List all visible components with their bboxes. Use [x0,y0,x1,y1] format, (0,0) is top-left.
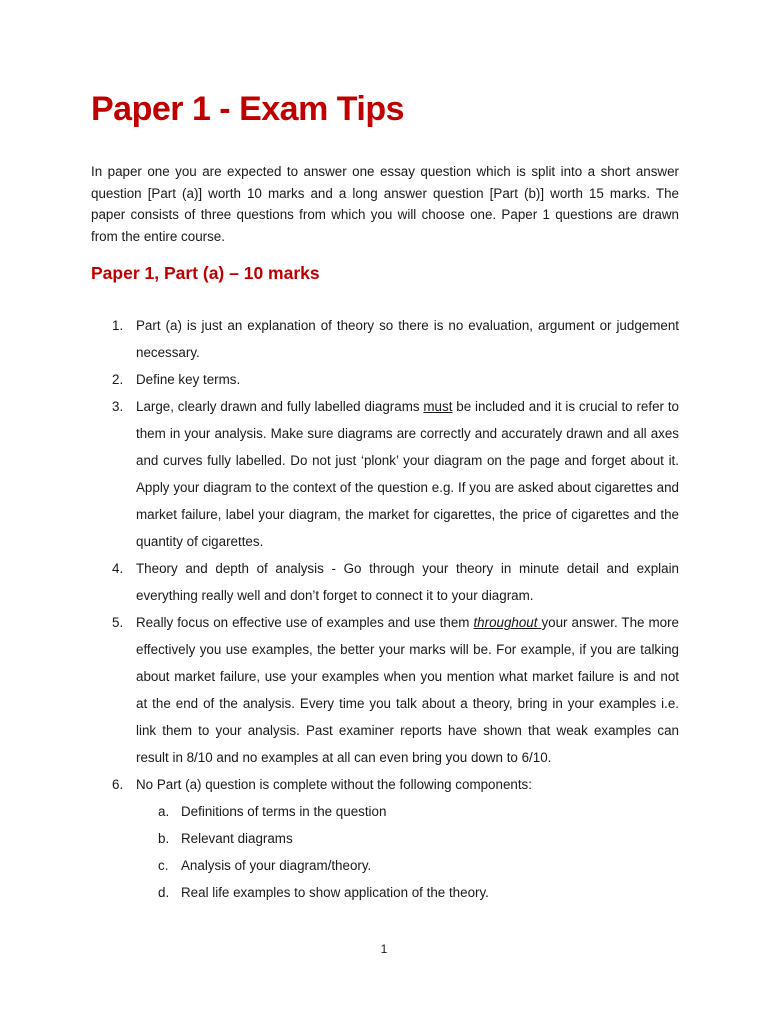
intro-paragraph: In paper one you are expected to answer one essay question which is split into a short answer question [Part (a)] worth 10 marks and a long answer question [Part (b)] worth 15 marks. The paper consists of three questions from which you will choose one. Paper 1 questions are drawn from the entire course. [91,164,679,244]
tip-number: 6. [112,777,124,792]
page-number: 1 [380,942,388,956]
tip-text: Theory and depth of analysis - Go through your theory in minute detail and explain everything really well and don’t forget to connect it to your diagram. [136,561,679,603]
component-item [136,798,679,825]
component-letter: c. [158,858,169,873]
emphasis-must: must [423,399,453,414]
tip-item [91,393,679,555]
tip-number: 3. [112,399,124,414]
tip-number: 4. [112,561,124,576]
tip-text-after: your answer. The more effectively you use examples, the better your marks will be. For example, if you are talking about market failure, use your examples when you mention what market failure is and not at the end of the analysis. Every time you talk about a theory, bring in your examples i.e. link them to your analysis. Past examiner reports have shown that weak examples can result in 8/10 and no examples at all can even bring you down to 6/10. [136,615,679,765]
tip-text: Part (a) is just an explanation of theory so there is no evaluation, argument or judgement necessary. [136,318,679,360]
component-text: Definitions of terms in the question [181,804,387,819]
tip-text: No Part (a) question is complete without the following components: [136,777,532,792]
tip-item [91,771,679,906]
component-text: Relevant diagrams [181,831,293,846]
tip-number: 2. [112,372,124,387]
tips-list [91,312,679,906]
section-heading: Paper 1, Part (a) – 10 marks [91,263,320,283]
tip-number: 1. [112,318,124,333]
tip-text-after: be included and it is crucial to refer to them in your analysis. Make sure diagrams are correctly and accurately drawn and all axes and curves fully labelled. Do not just ‘plonk’ your diagram on the page and forget about it. Apply your diagram to the context of the question e.g. If you are asked about cigarettes and market failure, label your diagram, the market for cigarettes, the price of cigarettes and the quantity of cigarettes. [136,399,679,549]
tip-item [91,312,679,366]
component-text: Real life examples to show application of the theory. [181,885,489,900]
component-letter: a. [158,804,170,819]
component-letter: d. [158,885,170,900]
page-title: Paper 1 - Exam Tips [91,90,405,128]
components-list [136,798,679,906]
tip-item [91,555,679,609]
component-item [136,852,679,879]
component-item [136,879,679,906]
component-letter: b. [158,831,170,846]
emphasis-throughout: throughout [473,615,542,630]
tip-text-before: Large, clearly drawn and fully labelled diagrams [136,399,424,414]
tip-text: Define key terms. [136,372,241,387]
component-text: Analysis of your diagram/theory. [181,858,372,873]
tip-item [91,609,679,771]
tip-item [91,366,679,393]
component-item [136,825,679,852]
tip-number: 5. [112,615,124,630]
tip-text-before: Really focus on effective use of examples and use them [136,615,474,630]
